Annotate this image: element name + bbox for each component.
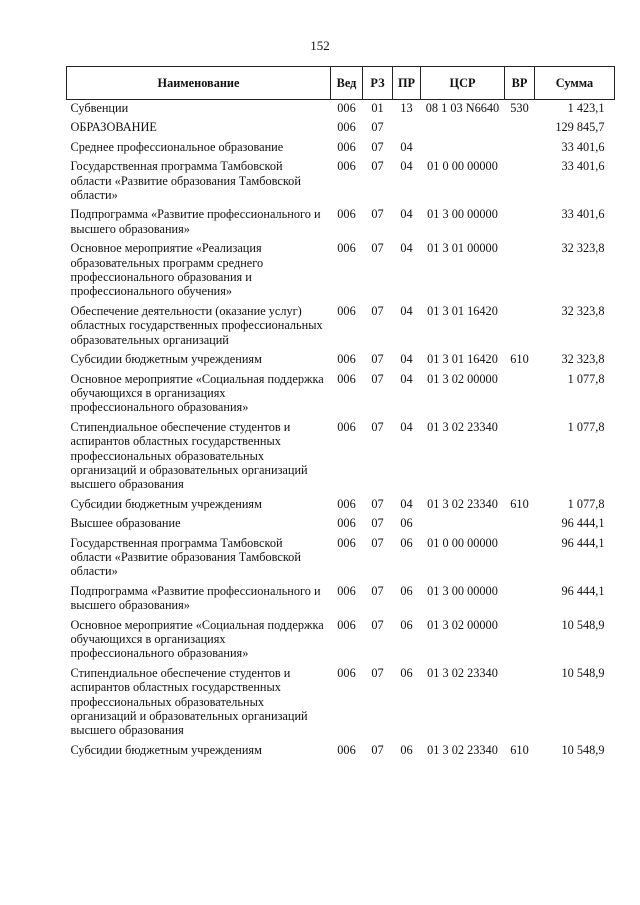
cell-ved: 006: [337, 535, 356, 550]
header-vr: ВР: [505, 67, 535, 100]
cell-rz: 07: [371, 665, 384, 680]
cell-vr: [505, 419, 535, 496]
cell-sum: 10 548,9: [561, 665, 605, 680]
header-sum: Сумма: [535, 67, 615, 100]
budget-table: [66, 66, 615, 761]
cell-sum: 1 077,8: [567, 496, 605, 511]
cell-vr: 610: [510, 742, 529, 757]
cell-ved: 006: [337, 371, 356, 386]
cell-pr: 04: [400, 419, 413, 434]
cell-csr: 01 3 01 16420: [427, 303, 498, 318]
cell-sum: 33 401,6: [561, 159, 605, 174]
cell-pr: 13: [400, 101, 413, 115]
table-row: [67, 371, 615, 419]
cell-rz: 07: [371, 742, 384, 757]
cell-pr: 06: [400, 583, 413, 598]
cell-rz: 07: [371, 352, 384, 367]
cell-rz: 07: [371, 303, 384, 318]
cell-vr: [505, 371, 535, 419]
cell-sum: 33 401,6: [561, 139, 605, 154]
cell-ved: 006: [337, 617, 356, 632]
cell-csr: [421, 119, 505, 138]
table-row: [67, 496, 615, 515]
cell-csr: 01 3 02 23340: [427, 742, 498, 757]
cell-pr: 04: [400, 303, 413, 318]
header-rz: РЗ: [363, 67, 393, 100]
cell-ved: 006: [337, 303, 356, 318]
table-row: [67, 742, 615, 761]
cell-csr: 08 1 03 N6640: [425, 101, 500, 115]
cell-ved: 006: [337, 742, 356, 757]
cell-sum: 32 323,8: [561, 303, 605, 318]
cell-rz: 07: [371, 139, 384, 154]
cell-name: Государственная программа Тамбовской области «Развитие образования Тамбовской области»: [70, 535, 301, 579]
cell-vr: [505, 583, 535, 617]
cell-rz: 07: [371, 617, 384, 632]
cell-rz: 07: [371, 207, 384, 222]
cell-name: Субвенции: [70, 101, 129, 115]
cell-vr: [505, 303, 535, 351]
cell-vr: 530: [510, 101, 529, 115]
cell-sum: 10 548,9: [561, 617, 605, 632]
cell-rz: 07: [371, 159, 384, 174]
cell-name: Стипендиальное обеспечение студентов и аспирантов областных государственных профессиональных образовательных организаций и образовательных организаций высшего образования: [70, 665, 308, 738]
table-row: [67, 240, 615, 303]
cell-vr: [505, 119, 535, 138]
cell-pr: 04: [400, 241, 413, 256]
cell-pr: 06: [400, 665, 413, 680]
cell-pr: 06: [400, 742, 413, 757]
cell-csr: 01 3 02 00000: [427, 617, 498, 632]
cell-rz: 07: [371, 241, 384, 256]
cell-csr: 01 3 02 23340: [427, 665, 498, 680]
cell-ved: 006: [337, 241, 356, 256]
table-row: [67, 119, 615, 138]
cell-vr: [505, 139, 535, 158]
cell-ved: 006: [337, 352, 356, 367]
header-pr: ПР: [393, 67, 421, 100]
table-row: [67, 351, 615, 370]
cell-sum: 1 077,8: [567, 371, 605, 386]
cell-pr: 04: [400, 352, 413, 367]
cell-vr: 610: [510, 352, 529, 367]
cell-name: Среднее профессиональное образование: [70, 139, 284, 154]
table-row: [67, 515, 615, 534]
cell-vr: [505, 617, 535, 665]
cell-name: Обеспечение деятельности (оказание услуг) областных государственных профессиональных образовательных организаций: [70, 303, 323, 347]
table-row: [67, 617, 615, 665]
cell-sum: 10 548,9: [561, 742, 605, 757]
cell-ved: 006: [337, 665, 356, 680]
cell-name: Субсидии бюджетным учреждениям: [70, 496, 262, 511]
cell-csr: 01 3 01 16420: [427, 352, 498, 367]
cell-name: Стипендиальное обеспечение студентов и аспирантов областных государственных профессиональных образовательных организаций и образовательных организаций высшего образования: [70, 419, 308, 492]
header-name: Наименование: [67, 67, 331, 100]
cell-pr: 06: [400, 535, 413, 550]
cell-csr: 01 3 02 00000: [427, 371, 498, 386]
header-ved: Вед: [331, 67, 363, 100]
cell-sum: 32 323,8: [561, 241, 605, 256]
cell-name: Основное мероприятие «Реализация образовательных программ среднего профессионального образования и профессионального обучения»: [70, 241, 264, 299]
cell-csr: 01 3 00 00000: [427, 207, 498, 222]
cell-rz: 07: [371, 496, 384, 511]
cell-sum: 96 444,1: [561, 535, 605, 550]
cell-sum: 1 077,8: [567, 419, 605, 434]
cell-sum: 33 401,6: [561, 207, 605, 222]
table-row: [67, 158, 615, 206]
cell-sum: 129 845,7: [555, 120, 605, 135]
cell-vr: [505, 158, 535, 206]
table-row: [67, 583, 615, 617]
cell-pr: 04: [400, 496, 413, 511]
cell-vr: [505, 240, 535, 303]
cell-ved: 006: [337, 101, 356, 115]
table-row: [67, 535, 615, 583]
table-row: [67, 206, 615, 240]
cell-pr: 06: [400, 516, 413, 531]
page-number: 152: [310, 38, 330, 53]
cell-vr: 610: [510, 496, 529, 511]
cell-rz: 01: [371, 101, 384, 115]
cell-name: Субсидии бюджетным учреждениям: [70, 742, 262, 757]
cell-csr: 01 3 02 23340: [427, 419, 498, 434]
table-body: [67, 100, 615, 762]
cell-csr: 01 3 00 00000: [427, 583, 498, 598]
cell-name: Высшее образование: [70, 516, 181, 531]
cell-ved: 006: [337, 120, 356, 135]
cell-name: Подпрограмма «Развитие профессионального и высшего образования»: [70, 583, 321, 613]
table-row: [67, 100, 615, 120]
cell-sum: 96 444,1: [561, 516, 605, 531]
cell-csr: 01 3 02 23340: [427, 496, 498, 511]
cell-pr: 04: [400, 139, 413, 154]
cell-ved: 006: [337, 583, 356, 598]
cell-sum: 96 444,1: [561, 583, 605, 598]
cell-name: Субсидии бюджетным учреждениям: [70, 352, 262, 367]
cell-ved: 006: [337, 496, 356, 511]
cell-sum: 32 323,8: [561, 352, 605, 367]
cell-rz: 07: [371, 516, 384, 531]
cell-rz: 07: [371, 120, 384, 135]
cell-rz: 07: [371, 419, 384, 434]
cell-ved: 006: [337, 159, 356, 174]
cell-vr: [505, 535, 535, 583]
cell-name: Основное мероприятие «Социальная поддержка обучающихся в организациях профессионального образования»: [70, 617, 324, 661]
table-row: [67, 665, 615, 742]
cell-pr: 04: [400, 371, 413, 386]
cell-vr: [505, 515, 535, 534]
table-row: [67, 139, 615, 158]
table-row: [67, 419, 615, 496]
cell-name: Государственная программа Тамбовской области «Развитие образования Тамбовской области»: [70, 159, 301, 203]
cell-vr: [505, 206, 535, 240]
cell-pr: [393, 119, 421, 138]
cell-pr: 06: [400, 617, 413, 632]
table-row: [67, 303, 615, 351]
cell-rz: 07: [371, 371, 384, 386]
cell-sum: 1 423,1: [567, 101, 605, 115]
cell-rz: 07: [371, 583, 384, 598]
header-csr: ЦСР: [421, 67, 505, 100]
cell-ved: 006: [337, 516, 356, 531]
cell-csr: 01 0 00 00000: [427, 535, 498, 550]
cell-csr: 01 3 01 00000: [427, 241, 498, 256]
cell-ved: 006: [337, 139, 356, 154]
cell-name: Подпрограмма «Развитие профессионального и высшего образования»: [70, 207, 321, 236]
cell-csr: [421, 515, 505, 534]
cell-ved: 006: [337, 419, 356, 434]
cell-pr: 04: [400, 159, 413, 174]
cell-ved: 006: [337, 207, 356, 222]
cell-pr: 04: [400, 207, 413, 222]
cell-vr: [505, 665, 535, 742]
cell-name: ОБРАЗОВАНИЕ: [70, 120, 157, 135]
cell-csr: 01 0 00 00000: [427, 159, 498, 174]
cell-rz: 07: [371, 535, 384, 550]
cell-csr: [421, 139, 505, 158]
cell-name: Основное мероприятие «Социальная поддержка обучающихся в организациях профессионального образования»: [70, 371, 324, 415]
table-header: [67, 67, 615, 100]
